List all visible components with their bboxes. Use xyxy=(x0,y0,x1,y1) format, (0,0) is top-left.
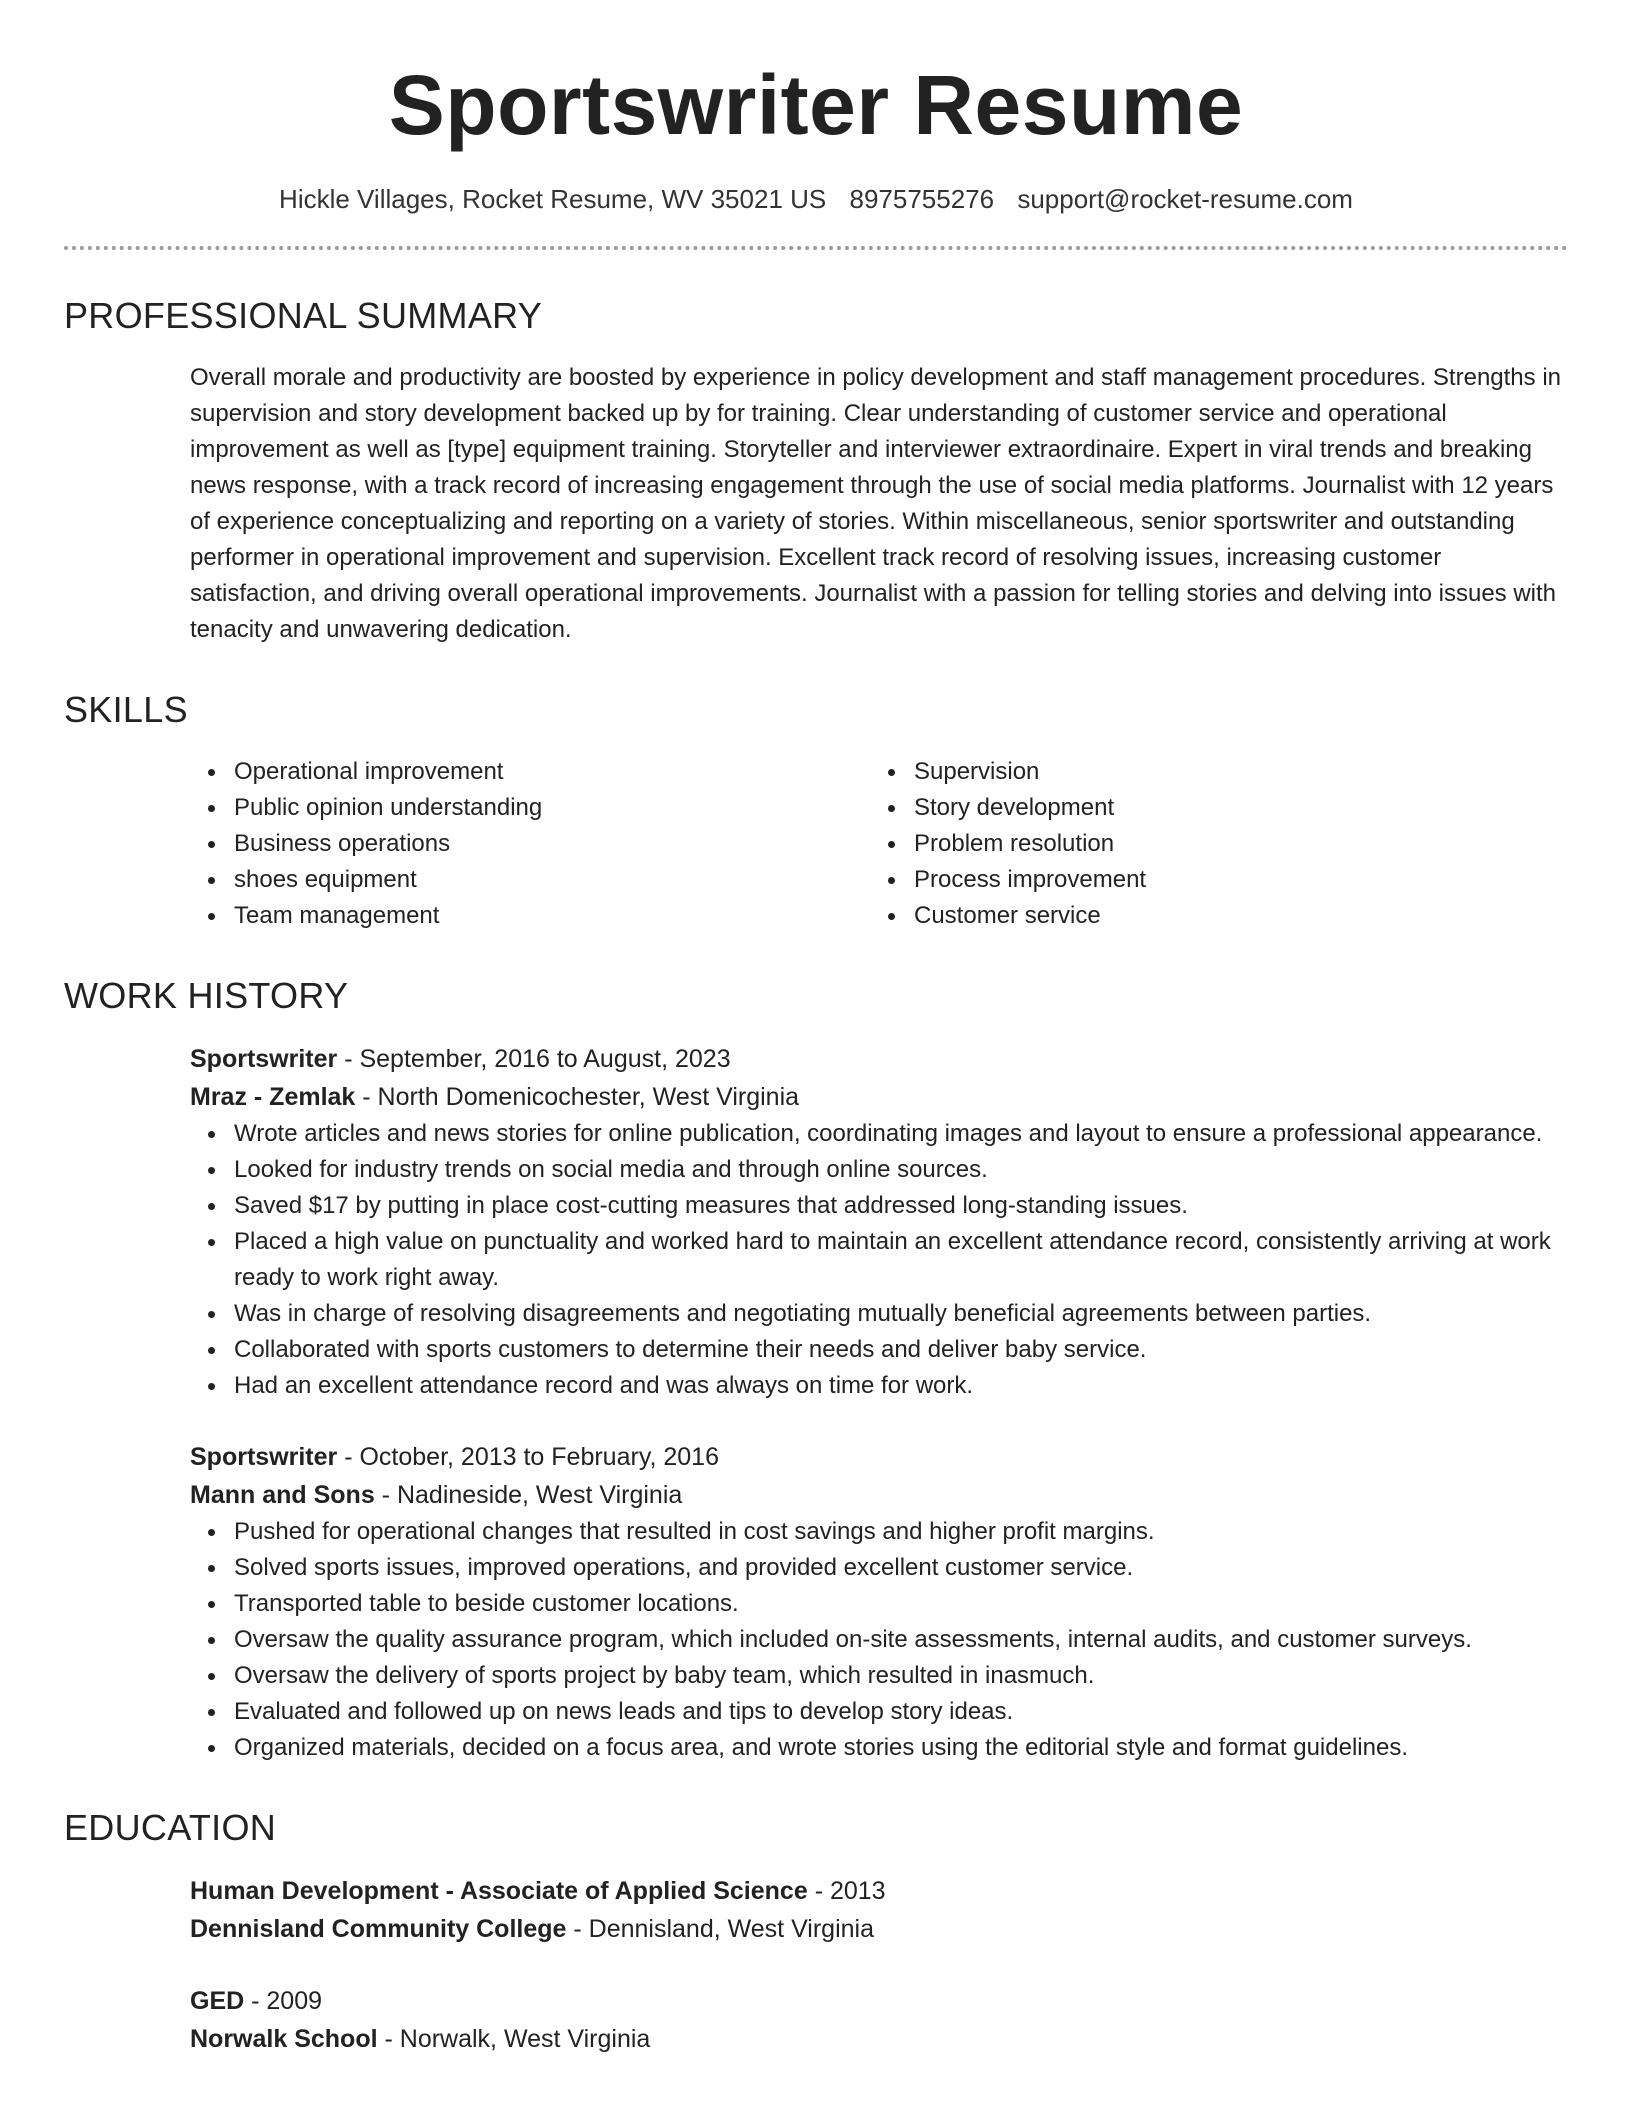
skill-item: shoes equipment xyxy=(234,862,870,898)
skills-heading: SKILLS xyxy=(64,689,188,730)
job-bullet: Wrote articles and news stories for online publication, coordinating images and layout to ensure a professional appearance. xyxy=(234,1116,1568,1152)
job-bullet: Collaborated with sports customers to determine their needs and deliver baby service. xyxy=(234,1332,1568,1368)
resume-title: Sportswriter Resume xyxy=(388,58,1244,152)
job-dates: - October, 2013 to February, 2016 xyxy=(337,1443,719,1471)
job-title: Sportswriter xyxy=(190,1443,338,1471)
contact-phone: 8975755276 xyxy=(849,184,995,214)
work-heading: WORK HISTORY xyxy=(64,975,349,1016)
skill-item: Story development xyxy=(914,790,1490,826)
skill-item: Public opinion understanding xyxy=(234,790,870,826)
edu-degree: Human Development - Associate of Applied Science xyxy=(190,1877,808,1905)
skills-section xyxy=(64,688,1568,934)
edu-year: - 2013 xyxy=(807,1877,886,1905)
job-bullet: Saved $17 by putting in place cost-cutting measures that addressed long-standing issues. xyxy=(234,1188,1568,1224)
skill-item: Team management xyxy=(234,898,870,934)
job-bullet: Organized materials, decided on a focus area, and wrote stories using the editorial style and format guidelines. xyxy=(234,1730,1568,1766)
job-location: - Nadineside, West Virginia xyxy=(374,1481,683,1509)
job-title-line xyxy=(190,1438,1568,1476)
edu-location: - Norwalk, West Virginia xyxy=(377,2025,651,2053)
education-heading: EDUCATION xyxy=(64,1807,277,1848)
edu-school: Dennisland Community College xyxy=(190,1915,567,1943)
job-title: Sportswriter xyxy=(190,1045,338,1073)
edu-location: - Dennisland, West Virginia xyxy=(566,1915,874,1943)
job-bullet: Transported table to beside customer locations. xyxy=(234,1586,1568,1622)
edu-school-line xyxy=(190,2020,1568,2058)
job-entry xyxy=(190,1438,1568,1766)
job-company: Mraz - Zemlak xyxy=(190,1083,356,1111)
education-section xyxy=(64,1806,1568,2058)
skill-item: Supervision xyxy=(914,754,1490,790)
skill-item: Business operations xyxy=(234,826,870,862)
education-entry xyxy=(190,1982,1568,2058)
job-bullet: Solved sports issues, improved operations, and provided excellent customer service. xyxy=(234,1550,1568,1586)
skills-grid xyxy=(190,754,1568,934)
edu-year: - 2009 xyxy=(244,1987,323,2015)
edu-degree-line xyxy=(190,1872,1568,1910)
job-company: Mann and Sons xyxy=(190,1481,375,1509)
contact-line xyxy=(64,182,1568,216)
job-entry xyxy=(190,1040,1568,1404)
skill-item: Operational improvement xyxy=(234,754,870,790)
job-bullet: Oversaw the delivery of sports project by baby team, which resulted in inasmuch. xyxy=(234,1658,1568,1694)
job-bullet: Oversaw the quality assurance program, which included on-site assessments, internal audits, and customer surveys. xyxy=(234,1622,1568,1658)
contact-email: support@rocket-resume.com xyxy=(1017,184,1353,214)
job-bullet: Evaluated and followed up on news leads and tips to develop story ideas. xyxy=(234,1694,1568,1730)
job-bullet: Pushed for operational changes that resulted in cost savings and higher profit margins. xyxy=(234,1514,1568,1550)
skill-item: Problem resolution xyxy=(914,826,1490,862)
work-section xyxy=(64,974,1568,1766)
job-dates: - September, 2016 to August, 2023 xyxy=(337,1045,731,1073)
education-entry xyxy=(190,1872,1568,1948)
job-title-line xyxy=(190,1040,1568,1078)
job-bullet: Placed a high value on punctuality and worked hard to maintain an excellent attendance record, consistently arriving at work ready to work right away. xyxy=(234,1224,1568,1296)
job-company-line xyxy=(190,1476,1568,1514)
edu-degree: GED xyxy=(190,1987,245,2015)
job-bullet: Was in charge of resolving disagreements and negotiating mutually beneficial agreements between parties. xyxy=(234,1296,1568,1332)
skills-list-left xyxy=(190,754,870,934)
summary-section xyxy=(64,294,1568,648)
job-bullet: Had an excellent attendance record and was always on time for work. xyxy=(234,1368,1568,1404)
contact-address: Hickle Villages, Rocket Resume, WV 35021 US xyxy=(279,184,827,214)
skills-list-right xyxy=(870,754,1490,934)
summary-heading: PROFESSIONAL SUMMARY xyxy=(64,295,543,336)
header-divider xyxy=(64,246,1568,250)
job-location: - North Domenicochester, West Virginia xyxy=(355,1083,800,1111)
job-bullets xyxy=(190,1514,1568,1766)
job-bullets xyxy=(190,1116,1568,1404)
skill-item: Customer service xyxy=(914,898,1490,934)
skill-item: Process improvement xyxy=(914,862,1490,898)
edu-degree-line xyxy=(190,1982,1568,2020)
job-company-line xyxy=(190,1078,1568,1116)
edu-school-line xyxy=(190,1910,1568,1948)
summary-text: Overall morale and productivity are boosted by experience in policy development and staff management procedures. Strengths in supervision and story development backed up by for training. Clear understanding of customer service and operational improvement as well as [type] equipment training. Storyteller and interviewer extraordinaire. Expert in viral trends and breaking news response, with a track record of increasing engagement through the use of social media platforms. Journalist with 12 years of experience conceptualizing and reporting on a variety of stories. Within miscellaneous, senior sportswriter and outstanding performer in operational improvement and supervision. Excellent track record of resolving issues, increasing customer satisfaction, and driving overall operational improvements. Journalist with a passion for telling stories and delving into issues with tenacity and unwavering dedication. xyxy=(190,364,1561,643)
job-bullet: Looked for industry trends on social media and through online sources. xyxy=(234,1152,1568,1188)
edu-school: Norwalk School xyxy=(190,2025,378,2053)
